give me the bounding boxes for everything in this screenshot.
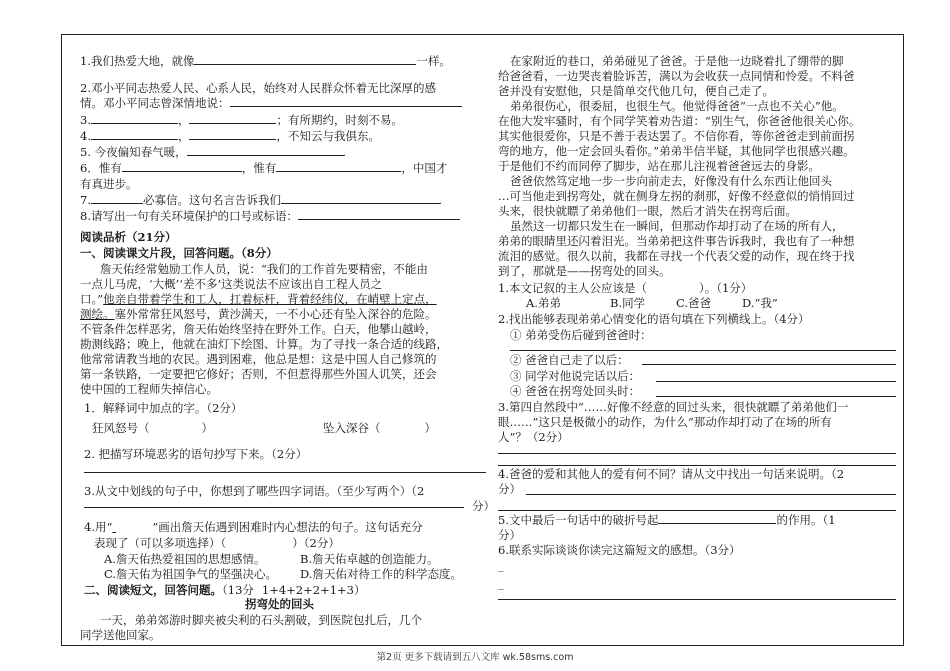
passage1-line-3: [80, 292, 437, 307]
q5-blank[interactable]: [187, 145, 345, 156]
word-1: [92, 421, 213, 436]
q4-line: 4. ， ，不知云与我俱东。: [80, 129, 380, 143]
rq1-option-b[interactable]: B.同学: [610, 296, 646, 310]
part2-heading: [84, 583, 365, 598]
passage2-line-11: 爸爸依然笃定地一步一步向前走去，好像没有什么东西让他回头: [510, 174, 832, 188]
q2-line-b: [80, 96, 462, 111]
sub-q2: 2. 把描写环境恶劣的语句抄写下来。（2分）: [84, 447, 308, 461]
q3-line: 3. ， ；有所期约，时刻不易。: [80, 113, 403, 127]
q1-text: 1.我们热爱大地，就像: [80, 54, 195, 68]
q7-blank-2[interactable]: [281, 193, 441, 204]
word-2-text: 坠入深谷（: [323, 421, 381, 435]
passage2-title: 拐弯处的回头: [245, 597, 314, 611]
passage2-line-8: 其实他很爱你，只是不善于表达罢了。不信你看，等你爸爸走到前面拐: [498, 129, 855, 143]
passage2-line-16: 流泪的感觉。很久以前，我都在寻找一个代表父爱的动作，现在终于找: [498, 249, 855, 263]
rq2-item-2: ② 爸爸自己走了以后：: [510, 353, 629, 367]
rq2: 2.找出能够表现弟弟心情变化的语句填在下列横线上。（4分）: [498, 312, 810, 326]
sub-q4-text-a: 4.用“: [84, 520, 113, 534]
rq1: [498, 281, 752, 296]
q1-end: 一样。: [416, 54, 451, 68]
part2-text: 二、阅读短文，回答问题。: [84, 583, 222, 597]
option-a[interactable]: A.詹天佑热爱祖国的思想感情。: [104, 552, 266, 566]
option-b[interactable]: B.詹天佑卓越的创造能力。: [300, 552, 439, 566]
passage2-line-10: 于是他们不约而同停了脚步，站在那儿注视着爸爸远去的身影。: [498, 159, 820, 173]
answer-line[interactable]: [84, 507, 464, 508]
q4-blank-1[interactable]: [91, 129, 178, 140]
answer-dash-2: _: [498, 576, 504, 590]
passage2-line-4: 给爸爸看，一边哭丧着脸诉苦，满以为会收获一点同情和怜爱。不料爸: [498, 69, 855, 83]
answer-line[interactable]: [498, 510, 896, 511]
passage2-line-12: …可当他走到拐弯处，就在侧身左拐的刹那，好像不经意似的悄悄回过: [498, 189, 855, 203]
q8-line: [80, 209, 460, 224]
wavy-line-sample: [112, 520, 152, 535]
underlined-sentence: 他亲自带着学生和工人，扛着标杆，背着经纬仪，在峭壁上定点，: [103, 292, 437, 306]
passage1-text: 口。”: [80, 292, 104, 306]
rq5-score: 的作用。（1: [776, 513, 836, 527]
part2-score: （13分: [222, 583, 254, 597]
q6-text-a: 6．惟有: [80, 161, 122, 175]
passage1-line-1: 詹天佑经常勉励工作人员，说：“我们的工作首先要精密，不能由: [100, 262, 428, 276]
q7-num: 7.: [80, 193, 91, 207]
q5-line: [80, 145, 345, 160]
page-footer: 第2页 更多下载请到五八文库 wk.58sms.com: [376, 652, 574, 663]
answer-line[interactable]: [498, 453, 896, 454]
sub-q3-cont: 分）: [472, 499, 495, 513]
passage1-line-5: 不管条件怎样恶劣，詹天佑始终坚持在野外工作。白天，他攀山越岭，: [80, 322, 437, 336]
rq5-line-a: [498, 513, 836, 528]
rq2-item-3: ③ 同学对他说完话以后：: [510, 369, 641, 383]
rq3-line-a: 3.第四自然段中“……好像不经意的回过头来，很快就瞟了弟弟他们一: [498, 400, 849, 414]
passage2-line-14: 虽然这一切都只发生在一瞬间，但那动作却打动了在场的所有人，: [510, 219, 844, 233]
rq4-line-b: 分）: [498, 482, 521, 496]
q5-text: 5. 今夜偏知春气暖，: [80, 145, 187, 159]
rq2-item-1: ① 弟弟受伤后碰到爸爸时：: [510, 328, 652, 342]
passage1-text-b: 塞外常常狂风怒号，黄沙满天，一不小心还有坠入深谷的危险。: [114, 307, 437, 321]
q6-blank-1[interactable]: [122, 161, 242, 172]
q8-blank[interactable]: [298, 209, 460, 220]
q3-text: ；有所期约，时刻不易。: [276, 113, 403, 127]
passage1-line-6: 勘测线路；晚上，他就在油灯下绘图、计算。为了寻找一条合适的线路，: [80, 337, 448, 351]
answer-line[interactable]: [84, 472, 486, 473]
q1-blank[interactable]: [194, 54, 416, 65]
rq5-line-b: 分）: [498, 528, 521, 542]
rq6: 6.联系实际谈谈你读完这篇短文的感想。（3分）: [498, 543, 741, 557]
answer-line[interactable]: [498, 599, 896, 600]
q6-text-c: ，中国才: [401, 161, 448, 175]
sub-q4-text-c: 表现了（可以多项选择）（: [94, 536, 227, 550]
q6-blank-2[interactable]: [276, 161, 401, 172]
passage2-line-2: 同学送他回家。: [80, 628, 161, 642]
rq5-blank[interactable]: [658, 513, 776, 524]
answer-line[interactable]: [642, 364, 896, 365]
sub-q4-line-b: [94, 536, 340, 551]
q2-blank[interactable]: [230, 96, 462, 107]
section-heading: 阅读品析（21分）: [80, 230, 177, 244]
answer-line[interactable]: [656, 396, 896, 397]
word-1-text: 狂风怒号（: [92, 421, 150, 435]
word-2-close: ）: [424, 421, 436, 435]
passage1-line-9: 使中国的工程师失掉信心。: [80, 382, 218, 396]
answer-line[interactable]: [656, 381, 896, 382]
passage1-line-2: 一点儿马虎，‘大概’‘差不多’这类说法不应该出自工程人员之: [80, 277, 383, 291]
rq3-line-b: 眼……”这只是极微小的动作，为什么“那动作却打动了在场的所有: [498, 415, 832, 429]
sub-q1: 1．解释词中加点的字。（2分）: [84, 401, 243, 415]
q2-text: 情。邓小平同志曾深情地说：: [80, 96, 230, 110]
sub-q3: 3.从文中划线的句子中，你想到了哪些四字词语。（至少写两个）（2: [84, 484, 425, 498]
passage2-line-6: 弟弟很伤心，很委屈，也很生气。他觉得爸爸“一点也不关心”他。: [510, 99, 844, 113]
answer-line[interactable]: [498, 465, 896, 466]
rq3-line-c: 人”？（2分）: [498, 430, 569, 444]
q8-text: 8.请写出一句有关环境保护的口号或标语：: [80, 209, 298, 223]
underlined-sentence-end: 测绘。: [80, 307, 115, 321]
q7-line: [80, 193, 441, 208]
passage1-line-7: 他常常请教当地的农民。遇到困难，他总是想：这是中国人自己修筑的: [80, 352, 437, 366]
q6-line: [80, 161, 447, 176]
word-2: [323, 421, 436, 436]
q3-blank-2[interactable]: [189, 113, 276, 124]
q6-line-b: 有真进步。: [80, 177, 138, 191]
answer-dash-1: _: [498, 558, 504, 572]
passage2-line-5: 爸并没有安慰他，只是简单交代他几句，便自己走了。: [498, 84, 774, 98]
sub-q4: [84, 520, 423, 535]
sub-q4-text-b: ”画出詹天佑遇到困难时内心想法的句子。这句话充分: [152, 520, 423, 534]
q3-blank-1[interactable]: [91, 113, 178, 124]
rq1-option-d[interactable]: D.“我”: [742, 296, 778, 310]
q4-text: ，不知云与我俱东。: [276, 129, 380, 143]
rq1-text: 1.本文记叙的主人公应该是（: [498, 281, 647, 295]
passage1-line-8: 第一条铁路，一定要把它修好；否则，不但惹得那些外国人讥笑，还会: [80, 367, 437, 381]
passage2-line-1: 一天，弟弟郊游时脚夹被尖利的石头割破，到医院包扎后，几个: [100, 613, 422, 627]
passage2-line-13: 头来，很快就瞟了弟弟他们一眼，然后才消失在拐弯后面。: [498, 204, 797, 218]
rq2-item-4: ④ 爸爸在拐弯处回头时：: [510, 384, 641, 398]
word-1-close: ）: [201, 421, 213, 435]
rq1-option-a[interactable]: A.弟弟: [526, 296, 561, 310]
rq1-score: ）。（1分）: [698, 281, 753, 295]
passage2-line-3: 在家附近的巷口，弟弟碰见了爸爸。于是他一边晓着扎了绷带的脚: [510, 54, 844, 68]
answer-line[interactable]: [526, 494, 896, 495]
q4-blank-2[interactable]: [189, 129, 276, 140]
q6-text-b: ，惟有: [241, 161, 277, 175]
answer-line[interactable]: [510, 350, 896, 351]
q7-blank-1[interactable]: [91, 193, 143, 204]
passage2-line-15: 弟弟的眼睛里还闪着泪光。当弟弟把这件事告诉我时，我也有了一种想: [498, 234, 855, 248]
rq5-text: 5.文中最后一句话中的破折号起: [498, 513, 659, 527]
rq4-line-a: 4.爸爸的爱和其他人的爱有何不同？请从文中找出一句话来说明。（2: [498, 467, 845, 481]
passage1-line-4: [80, 307, 437, 322]
sub-q4-text-d: ）（2分）: [292, 536, 340, 550]
part1-heading: 一、阅读课文片段，回答问题。（8分）: [80, 246, 278, 260]
passage2-line-9: 弯的地方，他一定会回头看你。”弟弟半信半疑，其他同学也很感兴趣。: [498, 144, 855, 158]
part2-breakdown: 1+4+2+2+1+3）: [261, 583, 366, 597]
q7-text: 必寡信。这句名言告诉我们: [142, 193, 281, 207]
passage2-line-7: 在他大发牢骚时，有个同学笑着劝告道：“别生气，你爸爸他很关心你。: [498, 114, 861, 128]
rq1-option-c[interactable]: C.爸爸: [676, 296, 712, 310]
option-c[interactable]: C.詹天佑为祖国争气的坚强决心。: [104, 567, 278, 581]
passage2-line-17: 到了，那就是——拐弯处的回头。: [498, 264, 671, 278]
q2-line-a: 2.邓小平同志热爱人民、心系人民，始终对人民群众怀着无比深厚的感: [80, 81, 436, 95]
option-d[interactable]: D.詹天佑对待工作的科学态度。: [300, 567, 462, 581]
q1-line: [80, 54, 451, 69]
